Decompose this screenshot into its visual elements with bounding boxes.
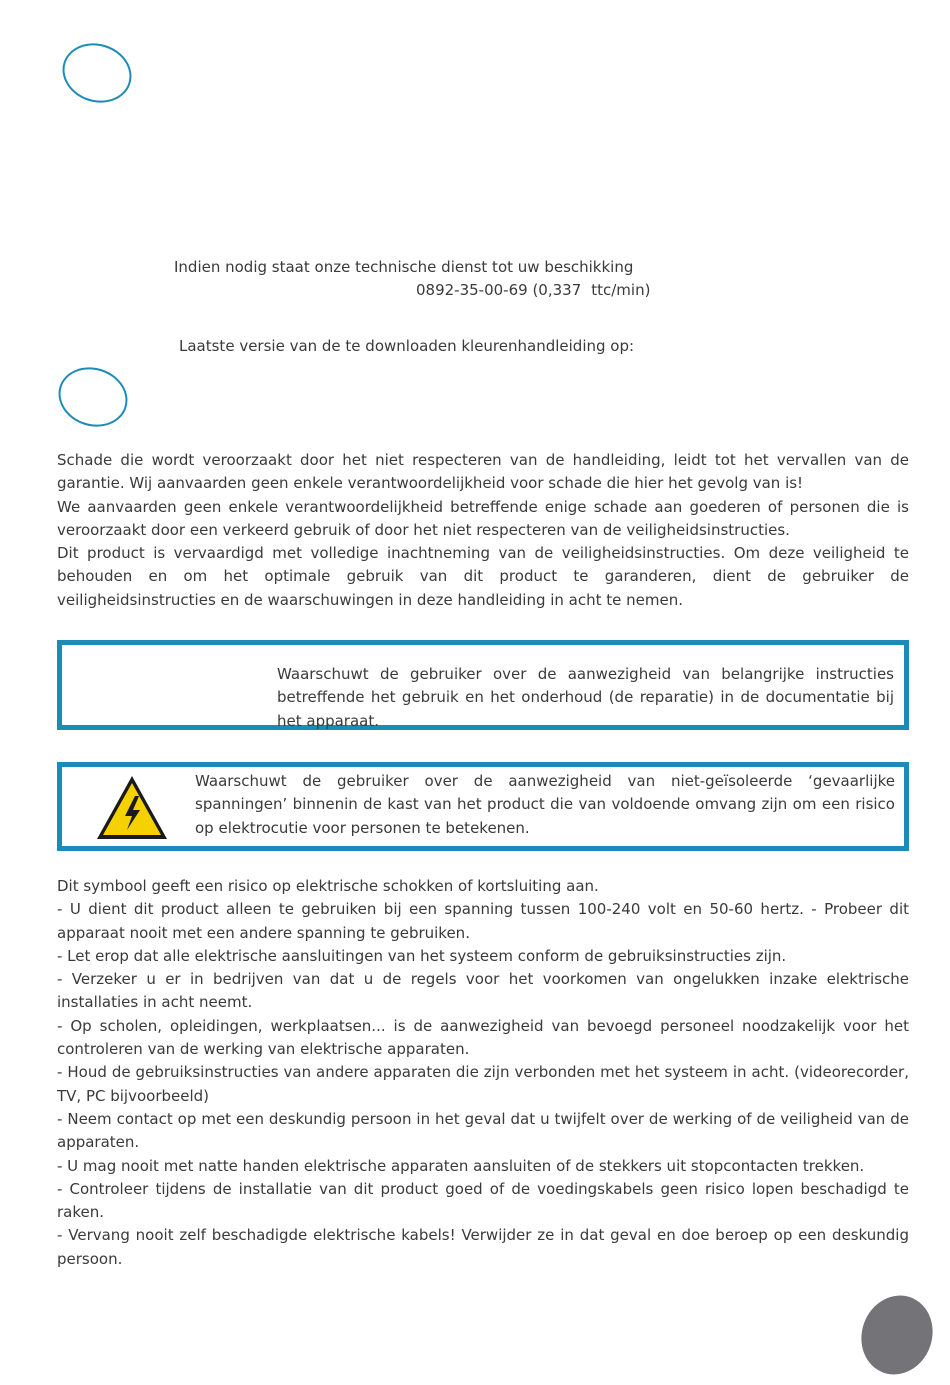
- phone-rate: ttc/min): [591, 281, 651, 299]
- safety-item: - U mag nooit met natte handen elektrische apparaten aansluiten of de stekkers uit stopcontacten trekken.: [57, 1156, 865, 1175]
- intro-paragraph: Dit product is vervaardigd met volledige inachtneming van de veiligheidsinstructies. Om deze veiligheid te behouden en om het optimale gebruik van dit product te garanderen, dient de gebruiker de veiligheidsinstructies en de waarschuwingen in deze handleiding in acht te nemen.: [57, 544, 909, 609]
- section-marker-oval: [51, 359, 135, 436]
- safety-item: - Let erop dat alle elektrische aansluitingen van het systeem conform de gebruiksinstructies zijn.: [57, 946, 787, 965]
- intro-section: [57, 449, 909, 612]
- safety-item: - Vervang nooit zelf beschadigde elektrische kabels! Verwijder ze in dat geval en doe beroep op een deskundig persoon.: [57, 1226, 909, 1268]
- voltage-warning-box: [57, 762, 909, 851]
- instructions-warning-box: [57, 640, 909, 730]
- high-voltage-warning-icon: [95, 774, 169, 842]
- safety-item: - U dient dit product alleen te gebruiken bij een spanning tussen 100-240 volt en 50-60 hertz. - Probeer dit apparaat nooit met een andere spanning te gebruiken.: [57, 900, 909, 942]
- safety-item: - Verzeker u er in bedrijven van dat u de regels voor het voorkomen van ongelukken inzake elektrische installaties in acht neemt.: [57, 970, 909, 1012]
- safety-instructions: [57, 875, 909, 1271]
- safety-item: - Houd de gebruiksinstructies van andere apparaten die zijn verbonden met het systeem in acht. (videorecorder, TV, PC bijvoorbeeld): [57, 1063, 909, 1105]
- download-manual-text: Laatste versie van de te downloaden kleurenhandleiding op:: [179, 337, 635, 355]
- phone-number: 0892-35-00-69 (0,337: [416, 281, 582, 299]
- safety-item: - Neem contact op met een deskundig persoon in het geval dat u twijfelt over de werking of de veiligheid van de apparaten.: [57, 1109, 909, 1152]
- intro-paragraph: Schade die wordt veroorzaakt door het niet respecteren van de handleiding, leidt tot het vervallen van de garantie. Wij aanvaarden geen enkele verantwoordelijkheid voor schade die hier het gevolg van is!: [57, 451, 909, 493]
- flag-placeholder-oval: [55, 35, 139, 112]
- safety-item: - Op scholen, opleidingen, werkplaatsen... is de aanwezigheid van bevoegd personeel noodzakelijk voor het controleren van de werking van elektrische apparaten.: [57, 1016, 909, 1059]
- safety-item: - Controleer tijdens de installatie van dit product goed of de voedingskabels geen risico lopen beschadigd te raken.: [57, 1179, 909, 1222]
- page-number-tab: [850, 1285, 943, 1384]
- instructions-warning-text: Waarschuwt de gebruiker over de aanwezigheid van belangrijke instructies betreffende het gebruik en het onderhoud (de reparatie) in de documentatie bij het apparaat.: [277, 665, 894, 730]
- safety-item: Dit symbool geeft een risico op elektrische schokken of kortsluiting aan.: [57, 877, 599, 895]
- tech-support-phone: [416, 281, 650, 299]
- voltage-warning-text: Waarschuwt de gebruiker over de aanwezigheid van niet-geïsoleerde ‘gevaarlijke spanningen’ binnenin de kast van het product die van voldoende omvang zijn om een risico op elektrocutie voor personen te betekenen.: [195, 772, 895, 837]
- tech-support-text: Indien nodig staat onze technische dienst tot uw beschikking: [174, 258, 634, 276]
- intro-paragraph: We aanvaarden geen enkele verantwoordelijkheid betreffende enige schade aan goederen of personen die is veroorzaakt door een verkeerd gebruik of door het niet respecteren van de veiligheidsinstructies.: [57, 497, 909, 539]
